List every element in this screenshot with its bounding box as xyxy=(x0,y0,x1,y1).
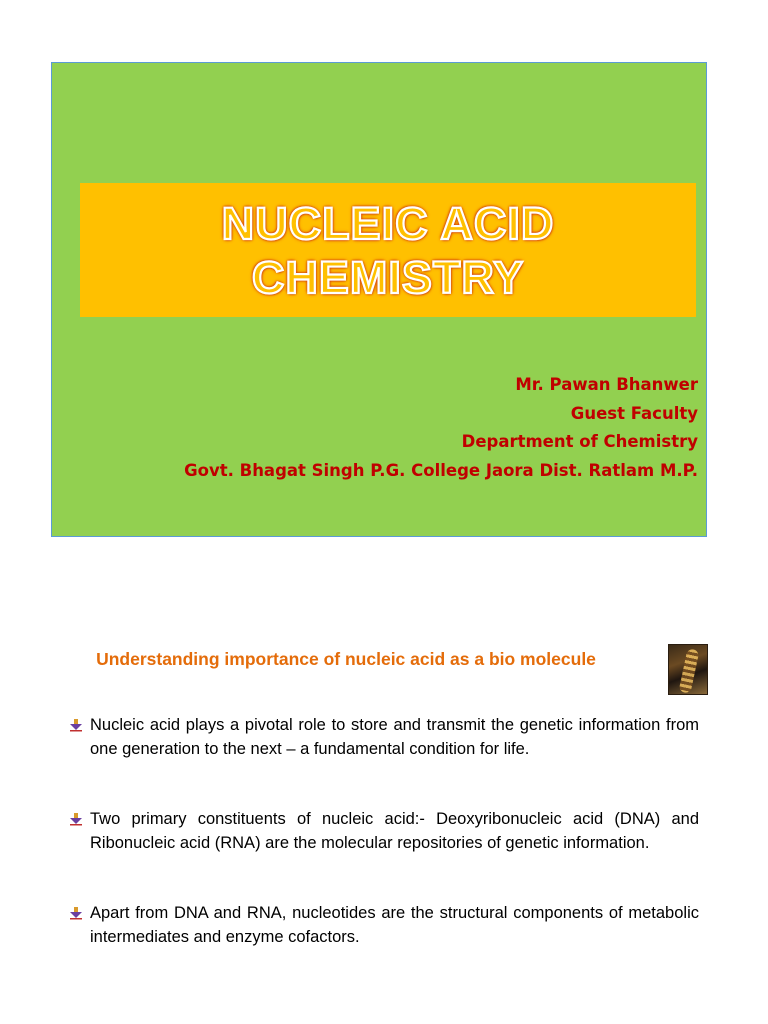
bullet-text: Nucleic acid plays a pivotal role to store and transmit the genetic information from one generation to the next – a fundamental condition for life. xyxy=(90,716,699,758)
list-item xyxy=(69,808,699,855)
bullet-text: Two primary constituents of nucleic acid:- Deoxyribonucleic acid (DNA) and Ribonucleic acid (RNA) are the molecular repositories of genetic information. xyxy=(90,810,699,852)
author-position: Guest Faculty xyxy=(570,403,698,423)
title-line-2: CHEMISTRY xyxy=(251,252,525,303)
title-line-1: NUCLEIC ACID xyxy=(221,198,555,249)
author-college: Govt. Bhagat Singh P.G. College Jaora Dist. Ratlam M.P. xyxy=(184,460,698,480)
author-name: Mr. Pawan Bhanwer xyxy=(515,375,698,394)
slide-title xyxy=(80,197,696,305)
down-arrow-bullet-icon xyxy=(69,812,83,826)
title-band xyxy=(80,183,696,317)
title-slide xyxy=(51,62,707,537)
content-slide xyxy=(51,600,707,1020)
author-department: Department of Chemistry xyxy=(461,432,698,451)
slide-heading: Understanding importance of nucleic acid as a bio molecule xyxy=(96,649,596,669)
author-info xyxy=(78,371,698,485)
list-item xyxy=(69,714,699,761)
down-arrow-bullet-icon xyxy=(69,718,83,732)
dna-photo-icon xyxy=(668,644,708,695)
list-item xyxy=(69,902,699,949)
helix-shape xyxy=(679,648,700,694)
down-arrow-bullet-icon xyxy=(69,906,83,920)
bullet-list xyxy=(69,714,699,996)
bullet-text: Apart from DNA and RNA, nucleotides are the structural components of metabolic intermediates and enzyme cofactors. xyxy=(90,904,699,946)
